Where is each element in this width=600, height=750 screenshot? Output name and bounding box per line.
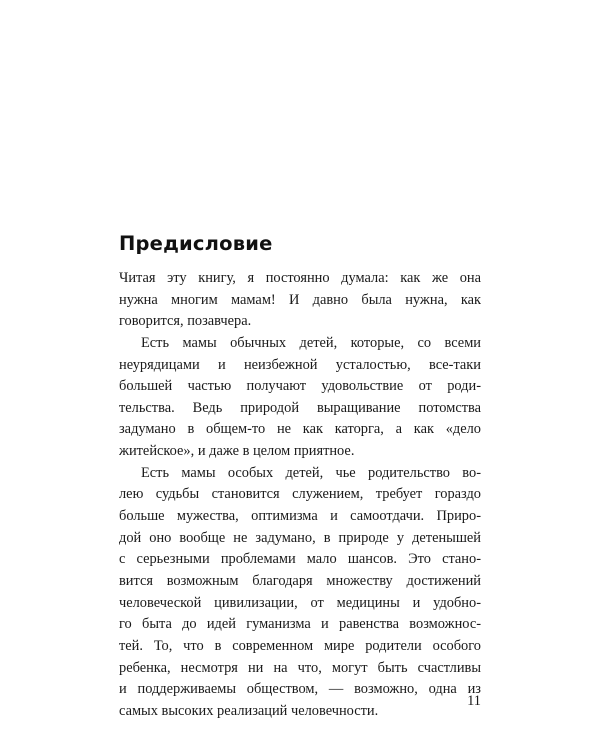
text-line: больше мужества, оптимизма и самоотдачи. Приро- — [119, 508, 481, 525]
text-line: тей. То, что в современном мире родители особого — [119, 637, 481, 654]
text-line: большей частью получают удовольствие от роди- — [119, 378, 481, 395]
chapter-title: Предисловие — [119, 232, 273, 255]
text-line: говорится, позавчера. — [119, 313, 252, 330]
text-line: тельства. Ведь природой выращивание потомства — [119, 399, 481, 416]
paragraph-3 — [119, 463, 481, 723]
text-line: задумано в общем-то не как каторга, а как «дело — [119, 421, 481, 438]
text-line: го быта до идей гуманизма и равенства возможнос- — [119, 616, 481, 633]
text-line: неурядицами и неизбежной усталостью, все-таки — [119, 356, 481, 373]
text-line: и поддерживаемы обществом, — возможно, одна из — [119, 681, 481, 698]
text-line: Есть мамы особых детей, чье родительство во- — [141, 464, 481, 481]
paragraph-2 — [119, 333, 481, 463]
text-line: лею судьбы становится служением, требует гораздо — [119, 486, 481, 503]
page-number: 11 — [467, 693, 481, 709]
body-text — [119, 268, 481, 722]
text-line: с серьезными проблемами мало шансов. Это стано- — [119, 551, 481, 568]
text-line: человеческой цивилизации, от медицины и удобно- — [119, 594, 481, 611]
text-line: самых высоких реализаций человечности. — [119, 702, 379, 719]
text-line: дой оно вообще не задумано, в природе у детенышей — [119, 529, 481, 546]
text-line: Читая эту книгу, я постоянно думала: как же она — [119, 270, 481, 286]
text-line: Есть мамы обычных детей, которые, со всеми — [141, 334, 481, 351]
text-line: вится возможным благодаря множеству достижений — [119, 572, 481, 589]
text-line: ребенка, несмотря ни на что, могут быть счастливы — [119, 659, 481, 676]
paragraph-1 — [119, 268, 481, 333]
text-line: нужна многим мамам! И давно была нужна, как — [119, 291, 481, 308]
text-line: житейское», и даже в целом приятное. — [119, 443, 355, 460]
